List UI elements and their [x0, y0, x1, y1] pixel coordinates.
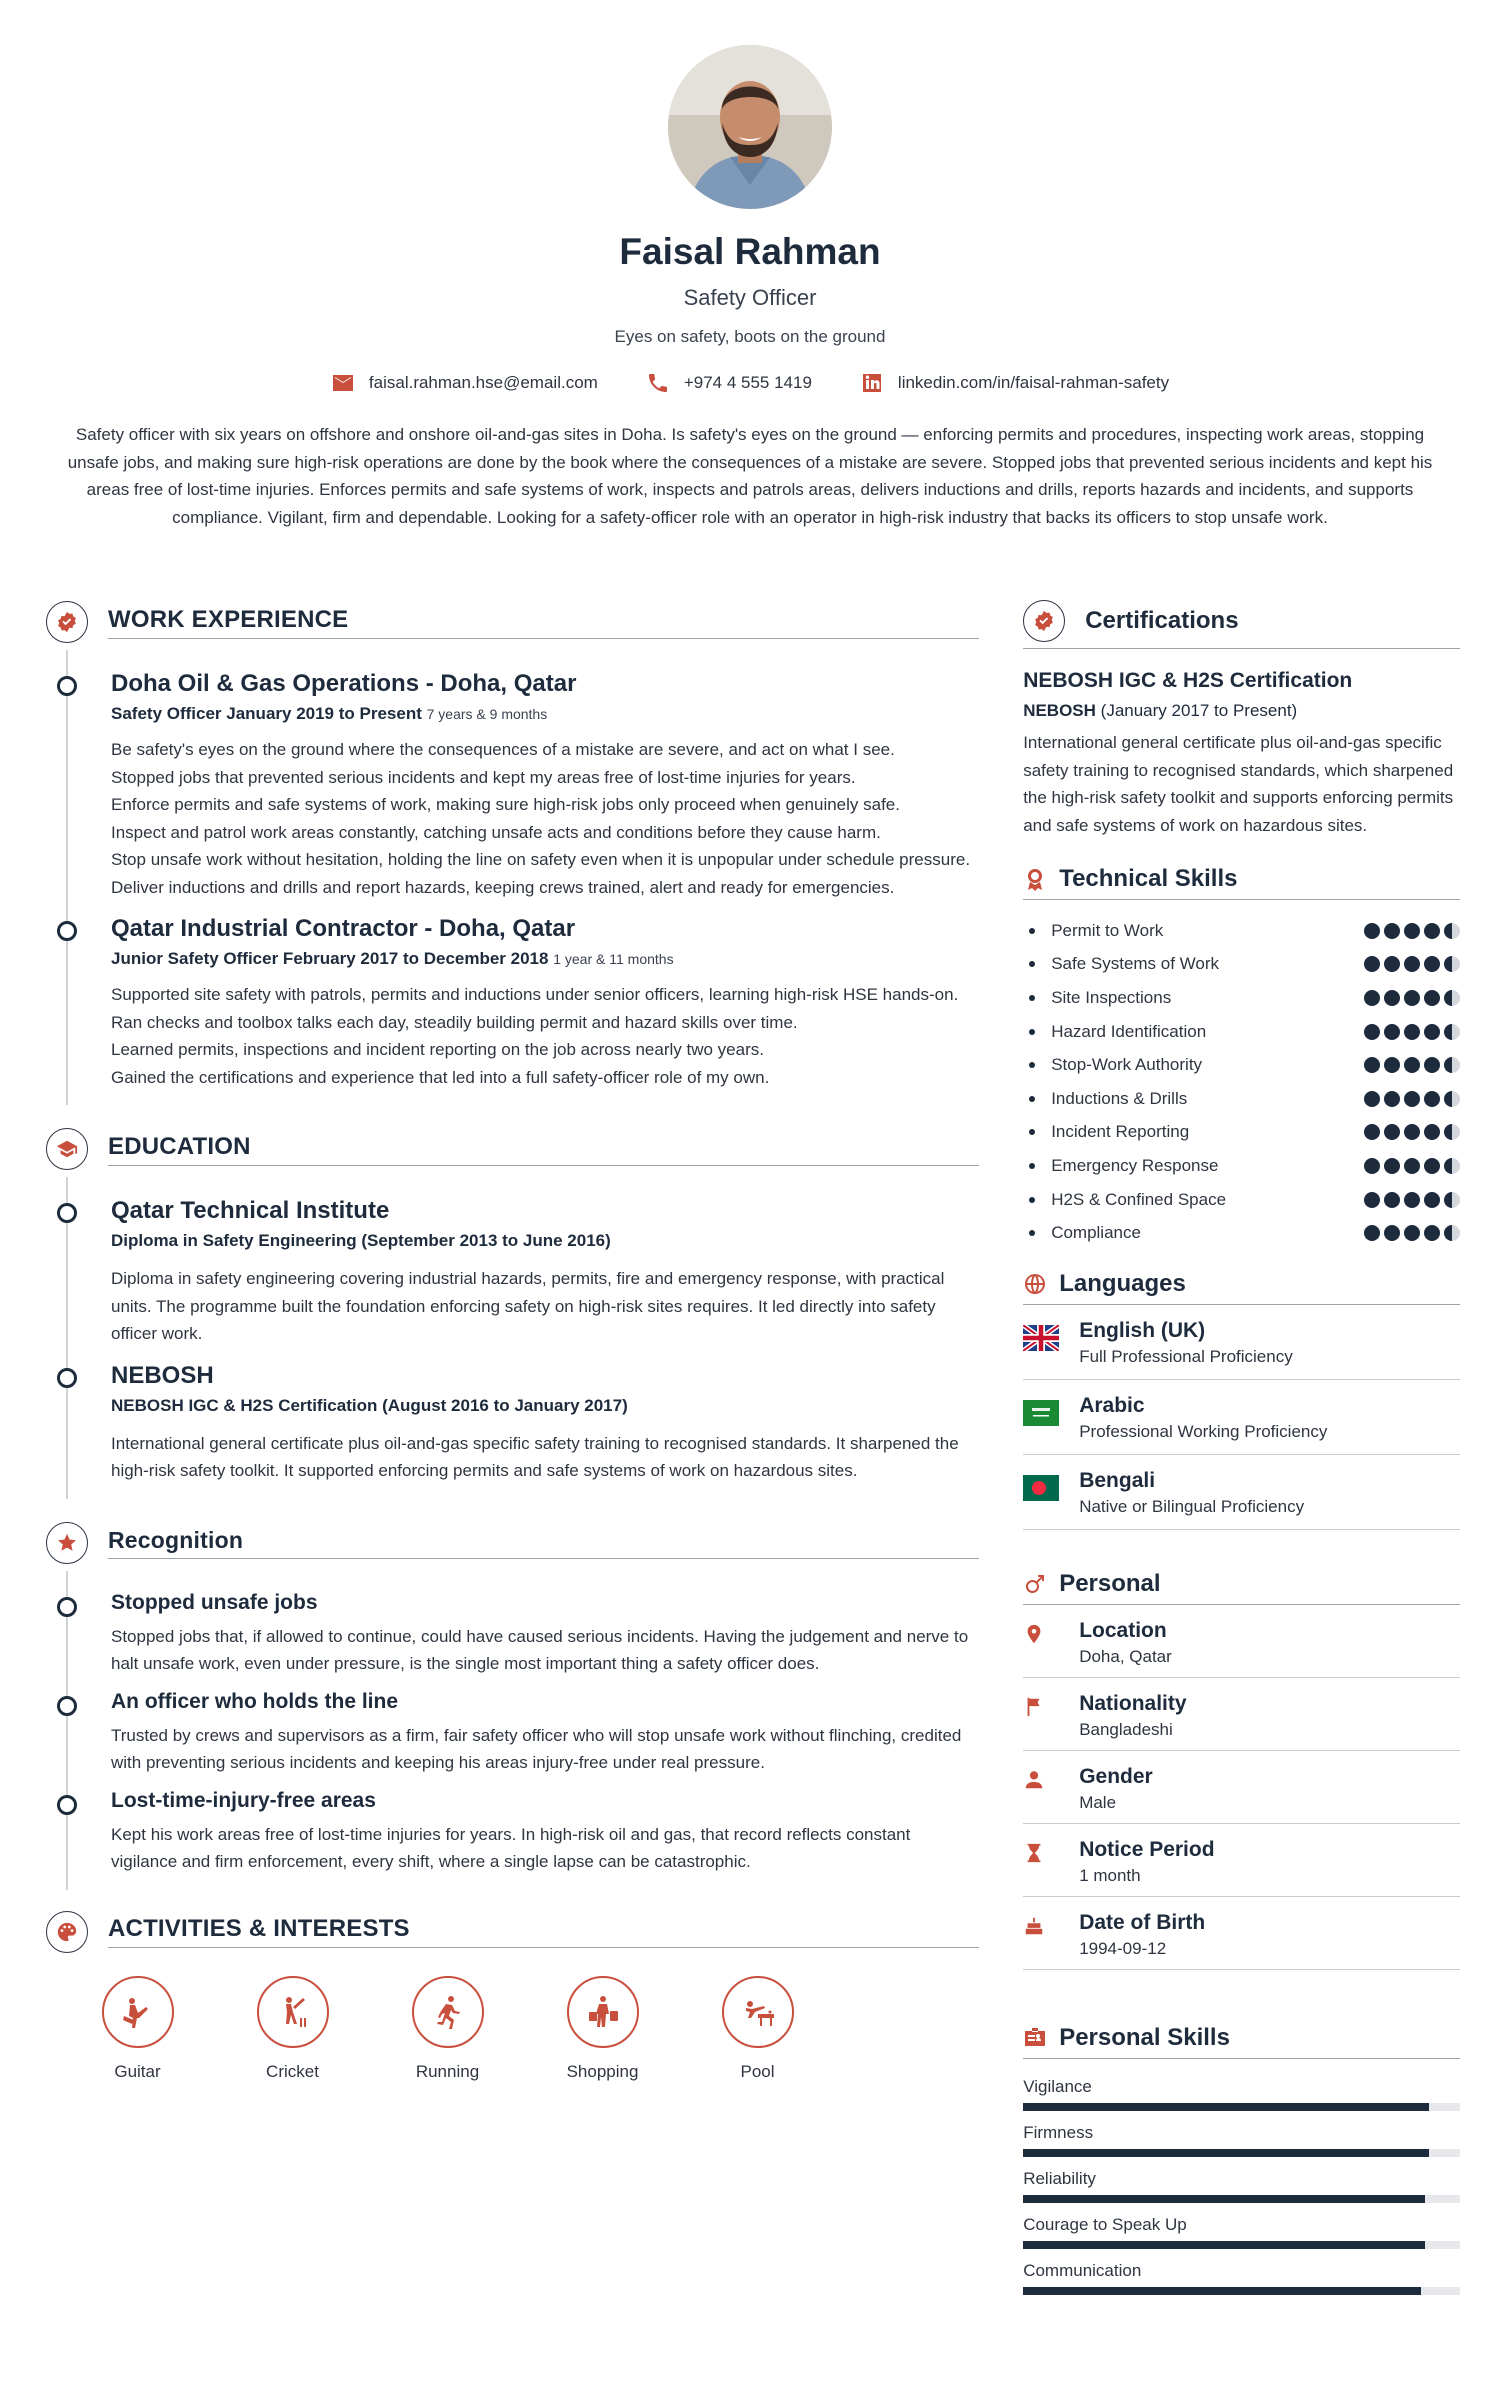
work-experience-header: [46, 600, 979, 644]
certification-issuer-line: [1023, 701, 1460, 721]
work-line: Stopped jobs that prevented serious incidents and kept my areas free of lost-time injuries for years.: [111, 767, 856, 787]
palette-icon: [56, 1921, 78, 1943]
saudi-flag-icon: [1023, 1400, 1059, 1426]
profile-summary: Safety officer with six years on offshore and onshore oil-and-gas sites in Doha. Is safety's eyes on the ground — enforcing permits and procedures, inspecting work areas, stopping unsafe jobs, and making sure high-risk operations are done by the book where the consequences of a mistake are severe. Stopped jobs that prevented serious incidents and kept his areas free of lost-time injuries. Enforces permits and safe systems of work, inspects and patrols areas, delivers inductions and drills, reports hazards and incidents, and supports compliance. Vigilant, firm and dependable. Looking for a safety-officer role with an operator in high-risk industry that backs its officers to stop unsafe work.: [67, 425, 1433, 527]
education-degree-text: NEBOSH IGC & H2S Certification: [111, 1395, 378, 1415]
education-description: Diploma in safety engineering covering industrial hazards, permits, fire and emergency response, with practical units. The programme built the foundation enforcing safety on high-risk sites requires. It led directly into safety officer work.: [111, 1269, 945, 1343]
work-line: Inspect and patrol work areas constantly, catching unsafe acts and conditions before they cause harm.: [111, 822, 881, 842]
skill-name: H2S & Confined Space: [1051, 1189, 1227, 1209]
shopping-icon: [583, 1992, 623, 2032]
language-level: Professional Working Proficiency: [1079, 1421, 1328, 1441]
recognition-entry-title: Stopped unsafe jobs: [111, 1590, 318, 1614]
recognition-section-badge: [46, 1522, 88, 1564]
language-name: English (UK): [1079, 1318, 1206, 1342]
bullet: [1029, 1230, 1035, 1236]
interest-item: [680, 1976, 835, 2082]
skill-row: [1023, 1048, 1460, 1082]
skill-row: [1023, 914, 1460, 948]
personal-skills-list: [1023, 2077, 1460, 2307]
flag-icon: [1023, 1696, 1045, 1718]
profile-photo: [668, 45, 832, 209]
language-item: [1023, 1380, 1460, 1455]
personal-skill-fill: [1023, 2195, 1425, 2203]
education-timeline: [66, 1177, 979, 1499]
skill-name: Compliance: [1051, 1223, 1141, 1243]
activities-header: [46, 1910, 979, 1954]
timeline-dot: [57, 1368, 77, 1388]
skill-rating: [1364, 1024, 1460, 1040]
work-position: [111, 949, 979, 969]
education-entry: [111, 1362, 979, 1485]
education-dates: (August 2016 to January 2017): [382, 1395, 628, 1415]
personal-value: Bangladeshi: [1079, 1719, 1173, 1739]
work-duration: 1 year & 11 months: [553, 951, 674, 967]
personal-skill-bar: [1023, 2103, 1460, 2111]
candidate-tagline: Eyes on safety, boots on the ground: [614, 327, 886, 346]
phone-text[interactable]: +974 4 555 1419: [683, 373, 812, 392]
interest-item: [525, 1976, 680, 2082]
work-line: Learned permits, inspections and incident reporting on the job across nearly two years.: [111, 1040, 764, 1059]
certifications-header: [1023, 600, 1460, 649]
two-column-body: [46, 600, 1460, 2307]
recognition-entry-body: Kept his work areas free of lost-time injuries for years. In high-risk oil and gas, that record reflects constant vigilance and firm enforcement, every shift, where a single lapse can be catastrophic.: [111, 1824, 911, 1871]
medal-icon: [1023, 867, 1047, 891]
personal-skill-name: Courage to Speak Up: [1023, 2214, 1187, 2234]
skill-rating: [1364, 1091, 1460, 1107]
work-entry: [111, 670, 979, 901]
language-item: [1023, 1455, 1460, 1530]
work-line: Ran checks and toolbox talks each day, steadily building permit and hazard skills over time.: [111, 1012, 798, 1032]
technical-skills-list: [1023, 914, 1460, 1250]
person-icon: [1023, 1769, 1045, 1791]
personal-text: [1079, 1619, 1172, 1667]
personal-skill-name: Vigilance: [1023, 2076, 1092, 2096]
personal-value: 1 month: [1079, 1865, 1141, 1885]
linkedin-icon: [860, 371, 884, 395]
interest-label: Running: [415, 2061, 480, 2081]
personal-item: [1023, 1678, 1460, 1751]
timeline-dot: [57, 1597, 77, 1617]
personal-title: Personal: [1059, 1569, 1161, 1597]
personal-item: [1023, 1897, 1460, 1970]
personal-skill: [1023, 2077, 1460, 2123]
work-duration: 7 years & 9 months: [426, 706, 548, 722]
recognition-entry: [111, 1789, 979, 1876]
personal-skill: [1023, 2123, 1460, 2169]
work-company: Doha Oil & Gas Operations - Doha, Qatar: [111, 670, 577, 697]
work-timeline: [66, 650, 979, 1105]
cake-icon: [1023, 1915, 1045, 1937]
skill-rating: [1364, 1057, 1460, 1073]
badge-check-icon: [1033, 610, 1055, 632]
pool-icon: [738, 1992, 778, 2032]
personal-skills-header: [1023, 2024, 1460, 2059]
work-position-text: Junior Safety Officer February 2017 to December 2018: [111, 949, 549, 968]
languages-title: Languages: [1059, 1269, 1186, 1297]
education-degree-text: Diploma in Safety Engineering: [111, 1231, 357, 1250]
personal-text: [1079, 1692, 1186, 1740]
email-text[interactable]: faisal.rahman.hse@email.com: [368, 373, 598, 392]
personal-skill-name: Firmness: [1023, 2122, 1094, 2142]
education-school: NEBOSH: [111, 1361, 214, 1389]
interest-item: [215, 1976, 370, 2082]
contact-row: [50, 371, 1450, 395]
personal-skill-bar: [1023, 2195, 1460, 2203]
bullet: [1029, 1163, 1035, 1169]
certifications-section-badge: [1023, 600, 1065, 642]
badge-check-icon: [56, 611, 78, 633]
work-line: Stop unsafe work without hesitation, holding the line on safety even when it is unpopular under schedule pressure.: [111, 850, 971, 869]
interest-badge: [102, 1976, 174, 2048]
bangladesh-flag-icon: [1023, 1475, 1059, 1501]
skill-name: Safe Systems of Work: [1051, 954, 1220, 974]
recognition-entry: [111, 1591, 979, 1678]
technical-skills-title: Technical Skills: [1059, 865, 1238, 892]
personal-skill: [1023, 2169, 1460, 2215]
skill-row: [1023, 948, 1460, 982]
education-description: International general certificate plus oil-and-gas specific safety training to recognised standards. It sharpened the high-risk safety toolkit. It supported enforcing permits and safe systems of work on hazardous sites.: [111, 1433, 959, 1480]
skill-rating: [1364, 1225, 1460, 1241]
hourglass-icon: [1023, 1842, 1045, 1864]
skill-rating: [1364, 956, 1460, 972]
interest-badge: [257, 1976, 329, 2048]
language-name: Arabic: [1079, 1393, 1145, 1417]
languages-header: [1023, 1270, 1460, 1305]
recognition-entry-body: Trusted by crews and supervisors as a firm, fair safety officer who will stop unsafe work without flinching, credited with preventing serious incidents and keeping his areas injury-free under real pressure.: [111, 1725, 962, 1772]
work-description: [111, 736, 979, 901]
personal-skill-name: Communication: [1023, 2260, 1142, 2280]
work-line: Enforce permits and safe systems of work, making sure high-risk jobs only proceed when genuinely safe.: [111, 795, 900, 814]
personal-value: 1994-09-12: [1079, 1938, 1167, 1958]
interest-badge: [567, 1976, 639, 2048]
education-section-badge: [46, 1128, 88, 1170]
personal-skill-fill: [1023, 2287, 1420, 2295]
work-line: Supported site safety with patrols, permits and inductions under senior officers, learning high-risk HSE hands-on.: [111, 985, 959, 1004]
certification-dates: (January 2017 to Present): [1100, 701, 1298, 720]
personal-value: Doha, Qatar: [1079, 1646, 1172, 1666]
guitar-icon: [118, 1992, 158, 2032]
skill-name: Inductions & Drills: [1051, 1088, 1188, 1108]
work-position-text: Safety Officer January 2019 to Present: [111, 704, 422, 723]
recognition-title: Recognition: [108, 1527, 979, 1559]
contact-phone[interactable]: [646, 371, 812, 395]
skill-rating: [1364, 1158, 1460, 1174]
personal-skill-bar: [1023, 2287, 1460, 2295]
interest-badge: [722, 1976, 794, 2048]
bullet: [1029, 1029, 1035, 1035]
star-award-icon: [56, 1532, 78, 1554]
education-degree: [111, 1231, 979, 1251]
work-line: Gained the certifications and experience that led into a full safety-officer role of my own.: [111, 1067, 770, 1087]
running-icon: [428, 1992, 468, 2032]
personal-skill-bar: [1023, 2149, 1460, 2157]
personal-skill: [1023, 2215, 1460, 2261]
personal-item: [1023, 1751, 1460, 1824]
education-school: Qatar Technical Institute: [111, 1197, 390, 1224]
work-line: Be safety's eyes on the ground where the consequences of a mistake are severe, and act on what I see.: [111, 740, 895, 759]
skill-row: [1023, 1015, 1460, 1049]
work-description: [111, 981, 979, 1091]
personal-label: Location: [1079, 1618, 1167, 1642]
certification-name: NEBOSH IGC & H2S Certification: [1023, 669, 1353, 692]
language-name: Bengali: [1079, 1468, 1156, 1492]
cricket-icon: [273, 1992, 313, 2032]
recognition-entry-body: Stopped jobs that, if allowed to continue, could have caused serious incidents. Having the judgement and nerve to halt unsafe work, even under pressure, is the single most important thing a safety officer does.: [111, 1626, 969, 1673]
personal-skill: [1023, 2261, 1460, 2307]
certifications-title: Certifications: [1085, 607, 1239, 634]
interest-badge: [412, 1976, 484, 2048]
interest-item: [60, 1976, 215, 2082]
skill-name: Emergency Response: [1051, 1155, 1219, 1175]
contact-email[interactable]: [331, 371, 598, 395]
bullet: [1029, 1062, 1035, 1068]
linkedin-text[interactable]: linkedin.com/in/faisal-rahman-safety: [897, 373, 1170, 392]
language-text: [1079, 1469, 1304, 1517]
interest-label: Shopping: [566, 2061, 639, 2081]
timeline-dot: [57, 676, 77, 696]
personal-skill-bar: [1023, 2241, 1460, 2249]
education-title: EDUCATION: [108, 1133, 979, 1166]
male-symbol-icon: [1023, 1572, 1047, 1596]
recognition-entry-title: Lost-time-injury-free areas: [111, 1788, 376, 1812]
personal-item: [1023, 1824, 1460, 1897]
language-item: [1023, 1305, 1460, 1380]
bullet: [1029, 1129, 1035, 1135]
interest-label: Cricket: [266, 2061, 319, 2081]
personal-item: [1023, 1605, 1460, 1678]
left-column: [46, 600, 979, 2307]
globe-icon: [1023, 1272, 1047, 1296]
personal-value: Male: [1079, 1792, 1117, 1812]
education-entry: [111, 1197, 979, 1348]
work-entry: [111, 915, 979, 1091]
activities-section-badge: [46, 1911, 88, 1953]
education-dates: (September 2013 to June 2016): [361, 1231, 611, 1250]
right-column: [1023, 600, 1460, 2307]
personal-skill-fill: [1023, 2149, 1429, 2157]
avatar-icon: [668, 45, 832, 209]
personal-skill-name: Reliability: [1023, 2168, 1096, 2188]
recognition-timeline: [66, 1571, 979, 1890]
skill-name: Site Inspections: [1051, 987, 1172, 1007]
bullet: [1029, 961, 1035, 967]
work-line: Deliver inductions and drills and report hazards, keeping crews trained, alert and ready for emergencies.: [111, 877, 895, 897]
bullet: [1029, 1096, 1035, 1102]
personal-label: Gender: [1079, 1764, 1153, 1788]
personal-skills-title: Personal Skills: [1059, 2023, 1230, 2051]
personal-text: [1079, 1765, 1153, 1813]
skill-row: [1023, 981, 1460, 1015]
interests-list: [60, 1976, 979, 2082]
bullet: [1029, 928, 1035, 934]
interest-label: Pool: [740, 2061, 775, 2081]
education-header: [46, 1127, 979, 1171]
language-text: [1079, 1394, 1327, 1442]
contact-linkedin[interactable]: [860, 371, 1169, 395]
work-section-badge: [46, 601, 88, 643]
phone-icon: [646, 371, 670, 395]
recognition-header: [46, 1521, 979, 1565]
skill-rating: [1364, 923, 1460, 939]
certification-issuer: NEBOSH: [1023, 701, 1096, 720]
personal-text: [1079, 1838, 1214, 1886]
personal-text: [1079, 1911, 1205, 1959]
bullet: [1029, 1197, 1035, 1203]
resume-header: [50, 0, 1450, 531]
timeline-dot: [57, 1696, 77, 1716]
location-pin-icon: [1023, 1623, 1045, 1645]
personal-label: Date of Birth: [1079, 1910, 1206, 1934]
recognition-entry: [111, 1690, 979, 1777]
personal-skill-fill: [1023, 2103, 1429, 2111]
skill-row: [1023, 1082, 1460, 1116]
candidate-role: Safety Officer: [683, 285, 817, 310]
skill-name: Hazard Identification: [1051, 1021, 1207, 1041]
graduation-cap-icon: [56, 1138, 78, 1160]
skill-rating: [1364, 1124, 1460, 1140]
timeline-dot: [57, 1795, 77, 1815]
timeline-dot: [57, 921, 77, 941]
skill-rating: [1364, 990, 1460, 1006]
work-company: Qatar Industrial Contractor - Doha, Qatar: [111, 915, 576, 942]
interest-label: Guitar: [114, 2061, 161, 2081]
education-degree: [111, 1396, 979, 1416]
skill-name: Permit to Work: [1051, 920, 1164, 940]
language-level: Native or Bilingual Proficiency: [1079, 1496, 1305, 1516]
certification-description: International general certificate plus oil-and-gas specific safety training to recognised standards, which sharpened the high-risk safety toolkit and supports enforcing permits and safe systems of work on hazardous sites.: [1023, 733, 1454, 835]
work-experience-title: WORK EXPERIENCE: [108, 606, 979, 639]
candidate-name: Faisal Rahman: [619, 231, 881, 272]
personal-skill-fill: [1023, 2241, 1425, 2249]
skill-row: [1023, 1183, 1460, 1217]
recognition-entry-title: An officer who holds the line: [111, 1689, 399, 1713]
email-icon: [331, 371, 355, 395]
uk-flag-icon: [1023, 1325, 1059, 1351]
language-text: [1079, 1319, 1293, 1367]
timeline-dot: [57, 1203, 77, 1223]
id-card-icon: [1023, 2026, 1047, 2050]
skill-row: [1023, 1149, 1460, 1183]
work-position: [111, 704, 979, 724]
bullet: [1029, 995, 1035, 1001]
technical-skills-header: [1023, 865, 1460, 900]
personal-header: [1023, 1570, 1460, 1605]
skill-rating: [1364, 1192, 1460, 1208]
personal-label: Nationality: [1079, 1691, 1187, 1715]
skill-row: [1023, 1216, 1460, 1250]
activities-title: ACTIVITIES & INTERESTS: [108, 1915, 979, 1948]
skill-name: Stop-Work Authority: [1051, 1055, 1203, 1075]
personal-label: Notice Period: [1079, 1837, 1215, 1861]
skill-row: [1023, 1116, 1460, 1150]
skill-name: Incident Reporting: [1051, 1122, 1190, 1142]
interest-item: [370, 1976, 525, 2082]
language-level: Full Professional Proficiency: [1079, 1346, 1293, 1366]
